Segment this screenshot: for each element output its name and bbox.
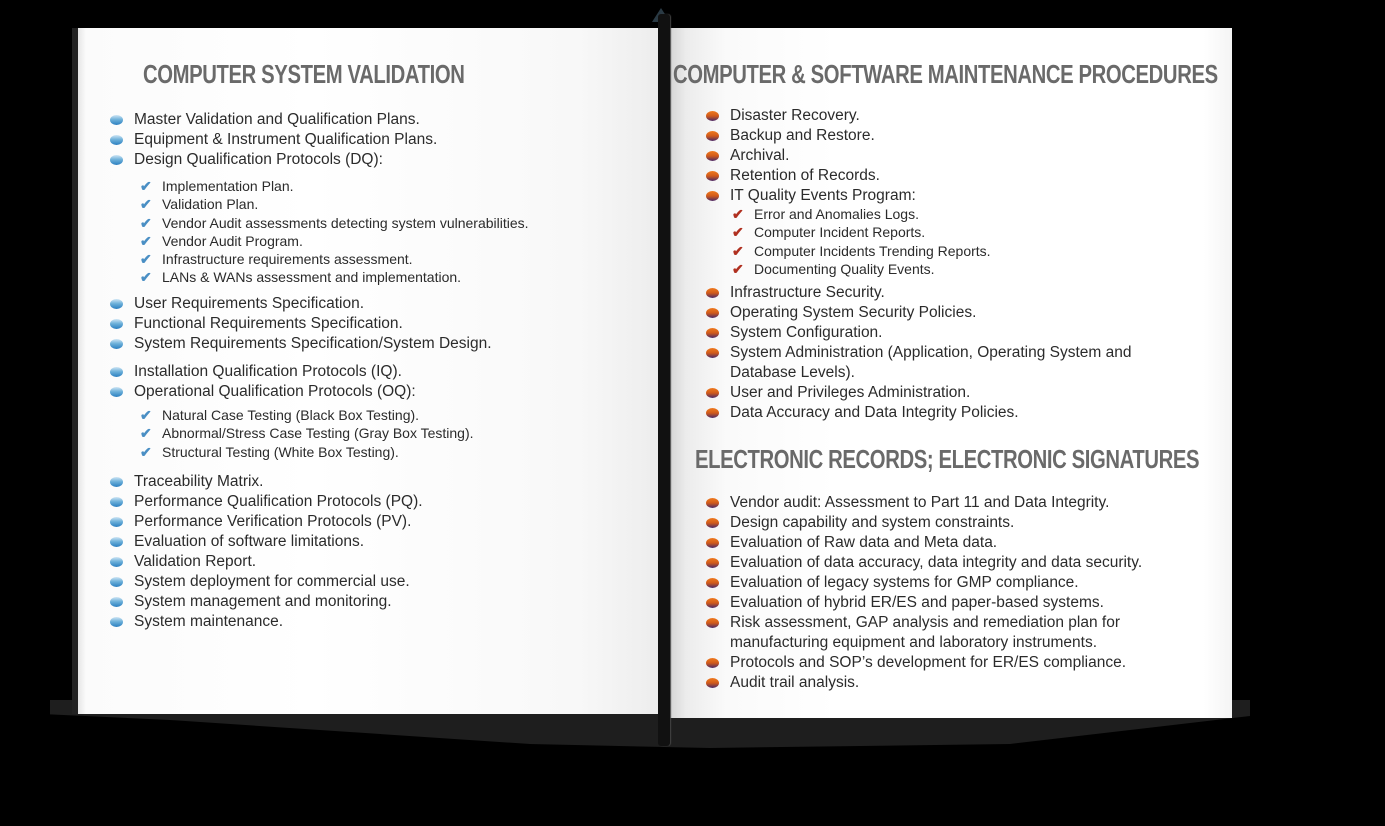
maintenance-list-2 xyxy=(704,283,1160,423)
section-title-csv: COMPUTER SYSTEM VALIDATION xyxy=(143,59,465,89)
checkmark-icon: ✔ xyxy=(732,206,744,222)
list-item: Evaluation of Raw data and Meta data. xyxy=(704,533,1170,553)
it-quality-sublist xyxy=(728,205,991,278)
checkmark-icon: ✔ xyxy=(140,232,152,249)
list-item: Disaster Recovery. xyxy=(704,106,916,126)
list-item: Design capability and system constraints. xyxy=(704,513,1170,533)
checkmark-icon: ✔ xyxy=(140,214,152,231)
sub-item: ✔ Computer Incidents Trending Reports. xyxy=(732,242,991,259)
bullet-icon xyxy=(110,557,123,567)
bullet-icon xyxy=(110,577,123,587)
bullet-icon xyxy=(706,328,719,338)
sub-item: ✔ Natural Case Testing (Black Box Testing). xyxy=(140,407,420,423)
bullet-icon xyxy=(110,155,123,165)
bullet-icon xyxy=(706,408,719,418)
bullet-icon xyxy=(110,299,123,309)
section-title-maintenance: COMPUTER & SOFTWARE MAINTENANCE PROCEDURES xyxy=(673,59,1218,89)
bullet-icon xyxy=(706,558,719,568)
list-item: System Configuration. xyxy=(704,323,1160,343)
list-item: Backup and Restore. xyxy=(704,126,916,146)
list-item: IT Quality Events Program: xyxy=(704,186,916,206)
checkmark-icon: ✔ xyxy=(140,196,152,213)
section-title-er-es: ELECTRONIC RECORDS; ELECTRONIC SIGNATURES xyxy=(695,444,1200,474)
list-item: Risk assessment, GAP analysis and remediation plan for manufacturing equipment and laboratory instruments. xyxy=(704,613,1170,653)
sub-item: ✔ Vendor Audit assessments detecting system vulnerabilities. xyxy=(140,214,529,231)
checkmark-icon: ✔ xyxy=(140,178,152,194)
list-item: Operating System Security Policies. xyxy=(704,303,1160,323)
bullet-icon xyxy=(706,678,719,688)
sub-item: ✔ Structural Testing (White Box Testing). xyxy=(140,443,399,460)
bullet-icon xyxy=(110,339,123,349)
bullet-icon xyxy=(706,598,719,608)
maintenance-list-1 xyxy=(704,106,916,206)
list-item: Vendor audit: Assessment to Part 11 and Data Integrity. xyxy=(704,493,1170,513)
sub-item: ✔ Implementation Plan. xyxy=(140,178,294,194)
list-item: Evaluation of software limitations. xyxy=(108,532,423,552)
sub-item: ✔ Infrastructure requirements assessment. xyxy=(140,251,413,268)
bullet-icon xyxy=(110,597,123,607)
csv-list-3 xyxy=(108,362,416,402)
sub-item: ✔ Abnormal/Stress Case Testing (Gray Box Testing). xyxy=(140,425,474,442)
list-item: Evaluation of hybrid ER/ES and paper-based systems. xyxy=(704,593,1170,613)
list-item: Protocols and SOP’s development for ER/ES compliance. xyxy=(704,653,1170,673)
csv-list-2 xyxy=(108,294,492,354)
list-item: Master Validation and Qualification Plans. xyxy=(108,110,437,130)
list-item: Design Qualification Protocols (DQ): xyxy=(108,150,437,170)
list-item: Evaluation of data accuracy, data integrity and data security. xyxy=(704,553,1170,573)
bullet-icon xyxy=(110,387,123,397)
list-item: Data Accuracy and Data Integrity Policies. xyxy=(704,403,1160,423)
checkmark-icon: ✔ xyxy=(140,269,152,286)
bullet-icon xyxy=(706,111,719,121)
list-item: User and Privileges Administration. xyxy=(704,383,1160,403)
checkmark-icon: ✔ xyxy=(140,251,152,268)
list-item: User Requirements Specification. xyxy=(108,294,492,314)
bullet-icon xyxy=(110,367,123,377)
bullet-icon xyxy=(110,115,123,125)
bullet-icon xyxy=(706,308,719,318)
dq-sublist xyxy=(136,177,529,287)
bullet-icon xyxy=(110,319,123,329)
list-item: Performance Verification Protocols (PV). xyxy=(108,512,423,532)
bullet-icon xyxy=(706,171,719,181)
bullet-icon xyxy=(706,618,719,628)
sub-item: ✔ Validation Plan. xyxy=(140,196,259,213)
oq-sublist xyxy=(136,406,474,461)
bullet-icon xyxy=(706,518,719,528)
checkmark-icon: ✔ xyxy=(140,425,152,442)
bullet-icon xyxy=(706,538,719,548)
bullet-icon xyxy=(706,191,719,201)
bullet-icon xyxy=(706,388,719,398)
bullet-icon xyxy=(110,477,123,487)
list-item: System Requirements Specification/System Design. xyxy=(108,334,492,354)
csv-list-4 xyxy=(108,472,423,632)
bullet-icon xyxy=(706,131,719,141)
csv-list-1 xyxy=(108,110,437,170)
bullet-icon xyxy=(706,578,719,588)
checkmark-icon: ✔ xyxy=(732,260,744,277)
bullet-icon xyxy=(110,135,123,145)
sub-item: ✔ Error and Anomalies Logs. xyxy=(732,206,919,222)
list-item: Validation Report. xyxy=(108,552,423,572)
list-item: Evaluation of legacy systems for GMP compliance. xyxy=(704,573,1170,593)
bullet-icon xyxy=(706,151,719,161)
sub-item: ✔ Documenting Quality Events. xyxy=(732,260,935,277)
bullet-icon xyxy=(706,498,719,508)
bullet-icon xyxy=(110,617,123,627)
sub-item: ✔ Computer Incident Reports. xyxy=(732,224,926,241)
list-item: Operational Qualification Protocols (OQ): xyxy=(108,382,416,402)
bullet-icon xyxy=(110,537,123,547)
list-item: System deployment for commercial use. xyxy=(108,572,423,592)
er-es-list xyxy=(704,493,1170,693)
list-item: Performance Qualification Protocols (PQ). xyxy=(108,492,423,512)
bullet-icon xyxy=(706,348,719,358)
checkmark-icon: ✔ xyxy=(140,407,152,423)
list-item: Functional Requirements Specification. xyxy=(108,314,492,334)
list-item: System management and monitoring. xyxy=(108,592,423,612)
bookmark-ribbon xyxy=(658,14,670,746)
checkmark-icon: ✔ xyxy=(732,224,744,241)
bullet-icon xyxy=(110,517,123,527)
list-item: Equipment & Instrument Qualification Plans. xyxy=(108,130,437,150)
list-item: Audit trail analysis. xyxy=(704,673,1170,693)
checkmark-icon: ✔ xyxy=(732,242,744,259)
list-item: Traceability Matrix. xyxy=(108,472,423,492)
sub-item: ✔ Vendor Audit Program. xyxy=(140,232,303,249)
list-item: System Administration (Application, Operating System and Database Levels). xyxy=(704,343,1160,383)
list-item: Archival. xyxy=(704,146,916,166)
sub-item: ✔ LANs & WANs assessment and implementation. xyxy=(140,269,462,286)
list-item: Infrastructure Security. xyxy=(704,283,1160,303)
bullet-icon xyxy=(110,497,123,507)
bullet-icon xyxy=(706,288,719,298)
bullet-icon xyxy=(706,658,719,668)
list-item: System maintenance. xyxy=(108,612,423,632)
list-item: Installation Qualification Protocols (IQ). xyxy=(108,362,416,382)
list-item: Retention of Records. xyxy=(704,166,916,186)
checkmark-icon: ✔ xyxy=(140,443,152,460)
